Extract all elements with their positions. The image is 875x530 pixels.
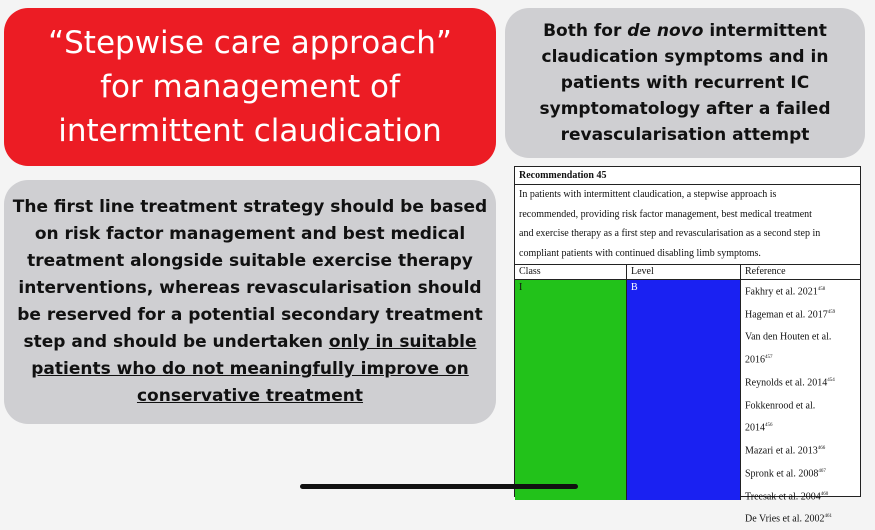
strategy-line-5: be reserved for a potential secondary treatment <box>17 305 483 325</box>
level-cell: B <box>627 280 741 500</box>
reference-item: Spronk et al. 2008$^{467}$ <box>745 468 826 480</box>
reference-item: Reynolds et al. 2014$^{454}$ <box>745 377 835 389</box>
reference-item: Mazari et al. 2013$^{466}$ <box>745 445 826 457</box>
reference-item: Fakhry et al. 2021$^{458}$ <box>745 286 826 298</box>
strategy-line-1: The first line treatment strategy should be based <box>12 197 488 217</box>
recommendation-data-row <box>515 280 860 525</box>
level-column-header: Level <box>627 265 741 279</box>
column-header-row <box>515 265 860 280</box>
underlined-text-1: only in suitable <box>328 332 477 352</box>
title-banner <box>4 8 496 166</box>
reference-column-header: Reference <box>745 266 786 277</box>
strategy-line-2: on risk factor management and best medical <box>34 224 466 244</box>
recommendation-table <box>514 166 861 525</box>
reference-item: Treesak et al. 2004$^{460}$ <box>745 490 829 502</box>
context-panel <box>505 8 865 158</box>
context-line-5: revascularisation attempt <box>560 125 810 145</box>
underlined-text-2: patients who do not meaningfully improve on <box>31 359 469 379</box>
strategy-line-4: interventions, whereas revascularisation should <box>18 278 482 298</box>
reference-item: Van den Houten et al. <box>745 331 832 343</box>
class-cell: I <box>515 280 627 500</box>
recommendation-line-3: and exercise therapy as a first step and revascularisation as a second step in <box>519 228 821 239</box>
class-column-header: Class <box>515 265 627 279</box>
recommendation-heading: Recommendation 45 <box>515 167 860 185</box>
reference-item: De Vries et al. 2002$^{461}$ <box>745 513 832 525</box>
title-line-2: for management of <box>100 69 400 105</box>
underlined-text-3: conservative treatment <box>136 386 364 406</box>
reference-item: Hageman et al. 2017$^{459}$ <box>745 309 836 321</box>
reference-item: Fokkenrood et al. <box>745 400 816 411</box>
strategy-line-3: treatment alongside suitable exercise therapy <box>27 251 473 271</box>
de-novo-emphasis: de novo <box>627 21 704 41</box>
context-line-3: patients with recurrent IC <box>560 73 810 93</box>
reference-item: 2014$^{456}$ <box>745 422 773 434</box>
title-line-3: intermittent claudication <box>58 113 442 149</box>
recommendation-text <box>515 185 860 265</box>
strategy-line-6: step and should be undertaken only in suitable <box>23 332 477 352</box>
recommendation-line-2: recommended, providing risk factor management, best medical treatment <box>519 208 812 220</box>
home-indicator-bar[interactable] <box>300 484 578 489</box>
strategy-panel <box>4 180 496 424</box>
context-line-1: Both for de novo intermittent <box>543 21 827 41</box>
recommendation-line-4: compliant patients with continued disabling limb symptoms. <box>519 247 761 259</box>
reference-item: 2016$^{457}$ <box>745 354 773 366</box>
title-line-1: “Stepwise care approach” <box>48 25 452 61</box>
reference-list <box>741 280 860 525</box>
context-line-2: claudication symptoms and in <box>541 47 829 67</box>
context-line-4: symptomatology after a failed <box>539 99 831 119</box>
recommendation-line-1: In patients with intermittent claudication, a stepwise approach is <box>519 189 777 200</box>
